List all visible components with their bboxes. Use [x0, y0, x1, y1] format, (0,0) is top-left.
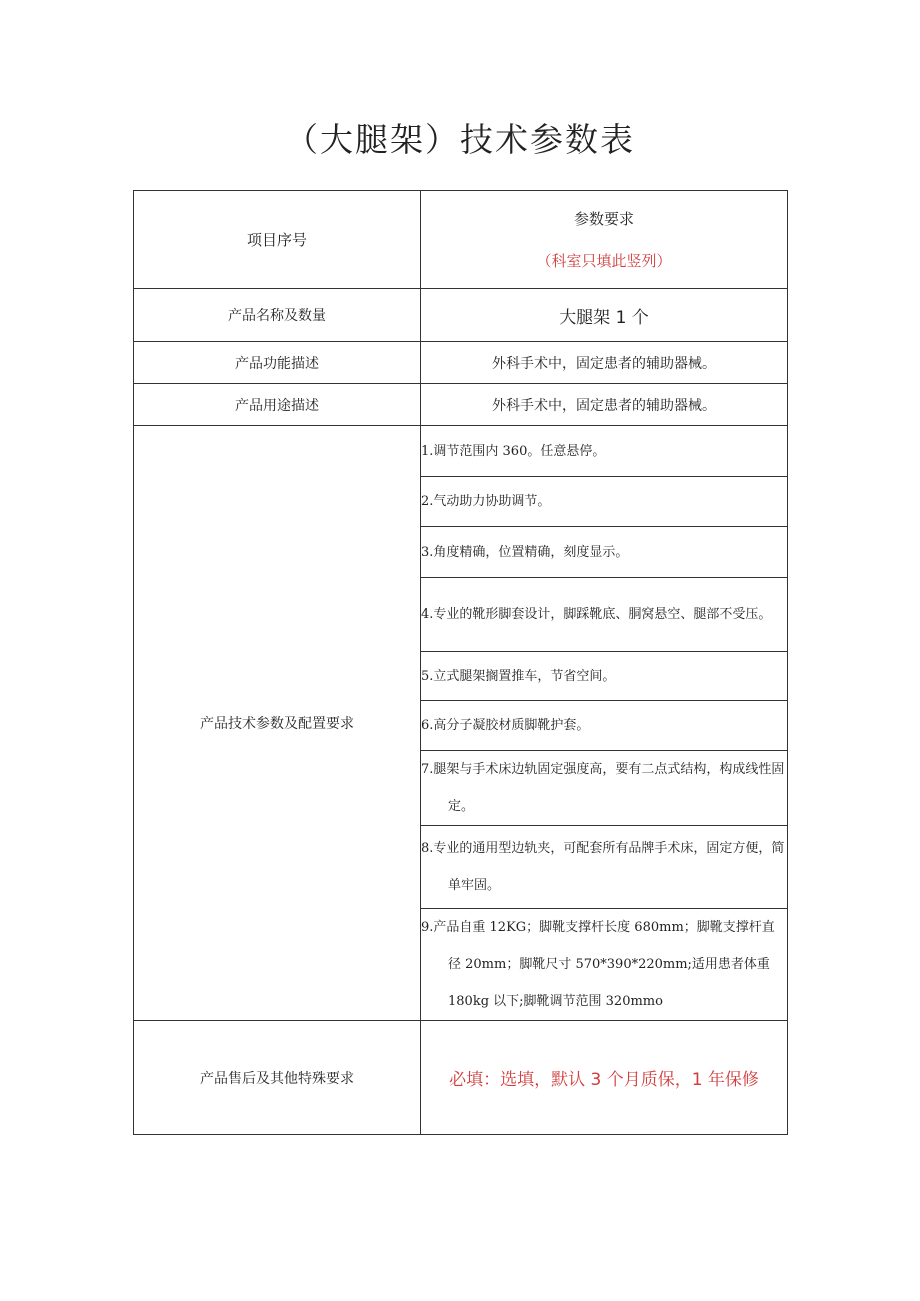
- tech-param-text: 4.专业的靴形脚套设计，脚踩靴底、胴窝悬空、腿部不受压。: [421, 607, 772, 622]
- header-requirement-label: 参数要求: [573, 209, 634, 228]
- header-requirement-cell: [421, 191, 788, 289]
- tech-param-text: 2.气动助力协助调节。: [421, 494, 551, 509]
- row-value-usage: 外科手术中，固定患者的辅助器械。: [421, 384, 788, 426]
- table-row: [134, 384, 788, 426]
- tech-param-text: 3.角度精确，位置精确，刻度显示。: [421, 544, 629, 560]
- tech-param-row: [134, 426, 788, 477]
- table-row: [134, 1021, 788, 1135]
- tech-param-item: [421, 477, 788, 527]
- row-value-name-quantity: 大腿架 1 个: [421, 289, 788, 342]
- tech-param-text: 9.产品自重 12KG；脚靴支撑杆长度 680mm；脚靴支撑杆直径 20mm；脚靴尺寸 570*390*220mm;适用患者体重 180kg 以下;脚靴调节范围 320mmo: [421, 920, 775, 1009]
- tech-param-item: [421, 652, 788, 701]
- tech-param-item: [421, 909, 788, 1021]
- tech-param-item: [421, 751, 788, 826]
- row-label-function: 产品功能描述: [134, 342, 421, 384]
- after-sales-label: 产品售后及其他特殊要求: [134, 1021, 421, 1135]
- header-item-label: 项目序号: [134, 191, 421, 289]
- document-title: （大腿架）技术参数表: [285, 120, 635, 159]
- tech-param-text: 1.调节范围内 360。任意悬停。: [421, 443, 606, 459]
- tech-param-text: 8.专业的通用型边轨夹，可配套所有品牌手术床，固定方便，简单牢固。: [421, 841, 785, 893]
- after-sales-value: 必填：选填，默认 3 个月质保，1 年保修: [421, 1021, 788, 1135]
- tech-param-item: [421, 701, 788, 751]
- tech-param-item: [421, 527, 788, 578]
- row-label-name-quantity: 产品名称及数量: [134, 289, 421, 342]
- row-label-usage: 产品用途描述: [134, 384, 421, 426]
- tech-param-item: [421, 426, 788, 477]
- header-department-note: （科室只填此竖列）: [536, 251, 672, 270]
- table-row: [134, 289, 788, 342]
- tech-param-text: 7.腿架与手术床边轨固定强度高，要有二点式结构，构成线性固定。: [421, 762, 785, 814]
- tech-param-item: [421, 826, 788, 909]
- row-value-function: 外科手术中，固定患者的辅助器械。: [421, 342, 788, 384]
- tech-param-item: [421, 578, 788, 652]
- tech-param-text: 5.立式腿架搁置推车，节省空间。: [421, 668, 616, 684]
- table-header-row: [134, 191, 788, 289]
- tech-param-text: 6.高分子凝胶材质脚靴护套。: [421, 718, 590, 733]
- tech-params-label: 产品技术参数及配置要求: [134, 426, 421, 1021]
- spec-table: [133, 190, 788, 1135]
- table-row: [134, 342, 788, 384]
